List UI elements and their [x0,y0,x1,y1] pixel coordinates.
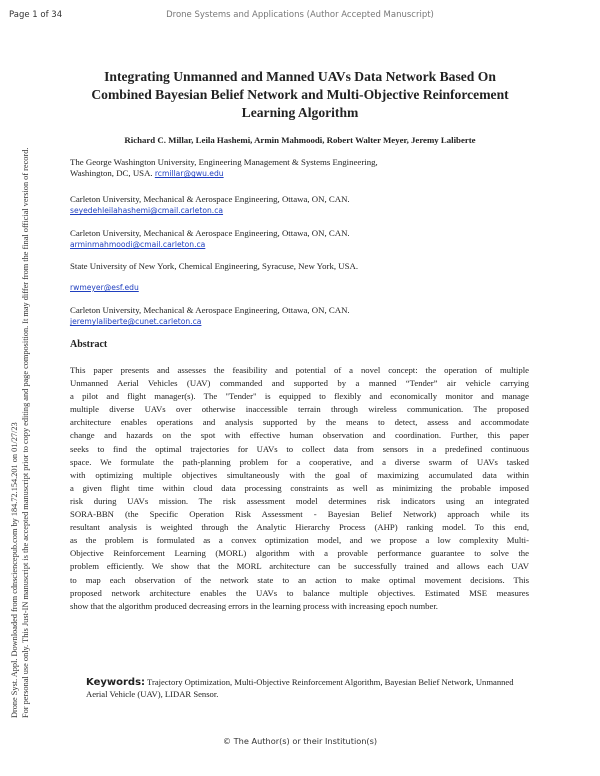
affiliation-4 [70,261,358,272]
page-number: Page 1 of 34 [9,10,63,20]
email-link[interactable]: seyedehleilahashemi@cmail.carleton.ca [70,206,224,216]
affiliation-4-line-1: State University of New York, Chemical Engineering, Syracuse, New York, USA. [70,261,359,271]
affiliation-2-line-1: Carleton University, Mechanical & Aerospace Engineering, Ottawa, ON, CAN. [70,194,350,204]
email-link[interactable]: rwmeyer@esf.edu [70,283,139,292]
side-notice [10,18,31,718]
abstract-line: proposed network architecture enables the UAVs to balance multiple objectives. Estimated MSE measures [70,587,529,598]
copyright-footer: © The Author(s) or their Institution(s) [222,736,378,746]
abstract-line: a given flight time within cloud data processing constraints as well as minimizing the probable imposed [70,482,529,493]
abstract-line: risk during UAVs mission. The risk assessment model determines risk indicators using an integrated [70,495,529,506]
abstract-line: a pilot and flight manager(s). The "Tender" is equipped to flexibly and economically monitor and manage [70,391,529,402]
affiliation-5-line-1: Carleton University, Mechanical & Aerospace Engineering, Ottawa, ON, CAN. [70,305,350,315]
keywords-text: Trajectory Optimization, Multi-Objective Reinforcement Algorithm, Bayesian Belief Network, Unmanned Aerial Vehicle (UAV), LIDAR Sensor. [86,677,514,699]
keywords [86,677,516,700]
affiliation-5 [70,305,350,328]
abstract-line: Objective Reinforcement Learning (MORL) algorithm with a provable performance guarantee to solve the [70,548,529,559]
abstract-line: as the problem is formulated as a convex optimization model, and we propose a low complexity Multi- [70,535,529,546]
abstract-line: change and hazards on the spot with effective human observation and coordination. Further, this paper [70,430,529,441]
abstract-line: This paper presents and assesses the feasibility and potential of a novel concept: the operation of multiple [70,365,529,375]
affiliation-2 [70,194,350,217]
abstract-body [70,364,529,613]
affiliation-1 [70,157,378,180]
affiliation-1-location: Washington, DC, USA. [70,168,153,179]
side-notice-line-2: For personal use only. This Just-IN manuscript is the accepted manuscript prior to copy editing and page composition. It may differ from the final official version of record. [20,147,30,718]
affiliation-3 [70,228,350,251]
abstract-line: seeks to find the optimal trajectories for UAVs to collect data from sensors in a predefined continuous [70,443,529,454]
abstract-line: problem efficiently. We show that the MORL architecture can be successfully trained and allows each UAV [70,561,529,572]
abstract-heading: Abstract [70,339,108,350]
affiliation-1-line-1: The George Washington University, Engineering Management & Systems Engineering, [70,157,378,167]
keywords-label: Keywords: [86,677,146,688]
abstract-line: architecture enables operations and analysis supported by the means to detect, assess and accommodate [70,417,529,428]
email-link[interactable]: rcmillar@gwu.edu [154,169,224,179]
abstract-line: Unmanned Aerial Vehicles (UAV) commanded and supported by a manned “Tender” air vehicle carrying [70,378,529,389]
abstract-line: show that the algorithm produced decreasing errors in the learning process with increasing epoch number. [70,600,438,611]
abstract-line: SORA-BBN (the Specific Operation Risk Assessment - Bayesian Belief Network) approach while its [70,509,529,520]
paper-title: Integrating Unmanned and Manned UAVs Data Network Based On Combined Bayesian Belief Network and Multi-Objective Reinforcement Learning Algorithm [91,69,509,120]
side-notice-line-1: Drone Syst. Appl. Downloaded from cdnsciencepub.com by 184.72.154.201 on 01/27/23 [10,422,19,718]
abstract-line: space. We formulate the path-planning problem for a cooperative, and a diverse swarm of UAVs tasked [70,456,529,467]
abstract-line: multiple diverse UAVs over otherwise inaccessible terrain through wireless communication. The proposed [70,404,529,415]
journal-header: Drone Systems and Applications (Author Accepted Manuscript) [166,10,434,20]
abstract-line: with optimizing multiple objectives simultaneously with the goal of maximizing accumulated data within [70,469,529,480]
abstract-line: resultant analysis is weighted through the Analytic Hierarchy Process (AHP) ranking model. To this end, [70,522,529,533]
email-link[interactable]: jeremylaliberte@cunet.carleton.ca [70,317,202,327]
affiliation-3-line-1: Carleton University, Mechanical & Aerospace Engineering, Ottawa, ON, CAN. [70,228,350,238]
abstract-line: to map each observation of the network state to an action to make optimal movement decisions. This [70,574,529,585]
affiliation-1-line-2 [70,168,378,179]
author-list: Richard C. Millar, Leila Hashemi, Armin Mahmoodi, Robert Walter Meyer, Jeremy Laliberte [124,135,476,145]
email-link[interactable]: arminmahmoodi@cmail.carleton.ca [70,240,206,250]
